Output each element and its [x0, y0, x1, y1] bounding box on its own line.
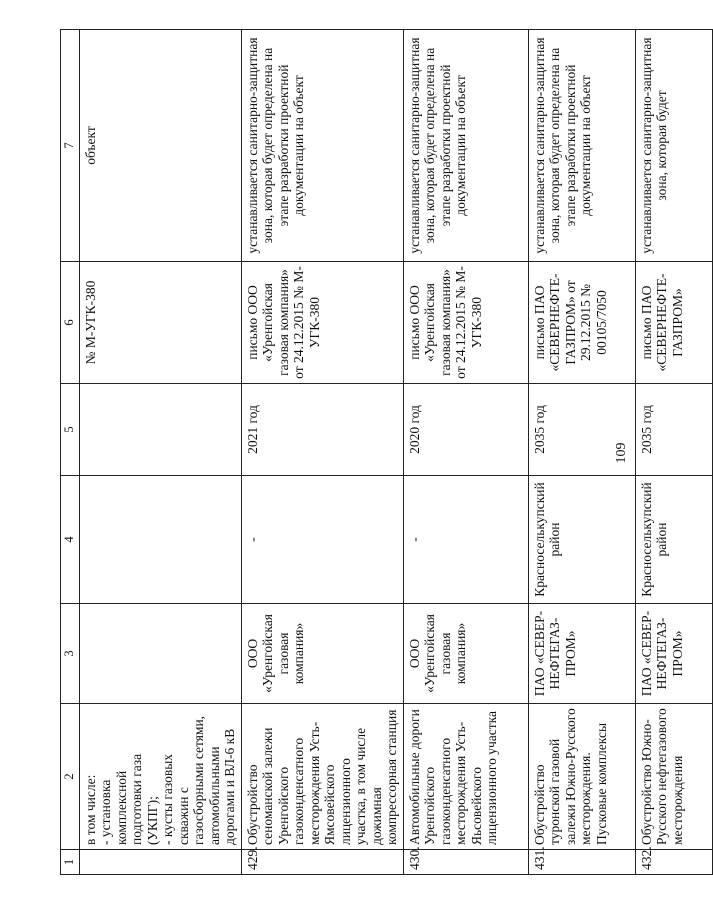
object-name: в том числе: - установка комплексной подготовки газа (УКПГ); - кусты газовых скважин с газосборными сетями, автомобильными дорогами и ВЛ-6 кВ: [79, 704, 241, 850]
objects-table: [60, 29, 713, 875]
table-row: [635, 30, 712, 875]
object-document: письмо ООО «Уренгойская газовая компания» от 24.12.2015 № М-УГК-380: [403, 262, 528, 384]
object-district: [79, 476, 241, 604]
object-owner: ООО «Уренгойская газовая компания»: [241, 604, 403, 704]
object-year: 2035 год: [635, 384, 712, 476]
object-status: устанавливается санитарно-защитная зона, которая будет: [635, 30, 712, 262]
header-cell: 1: [61, 850, 80, 875]
header-cell: 2: [61, 704, 80, 850]
object-year: 2035 год: [528, 384, 635, 476]
object-document: № М-УГК-380: [79, 262, 241, 384]
object-name: Обустройство туронской газовой залежи Южно-Русского месторождения. Пусковые комплексы: [528, 704, 635, 850]
object-name: Обустройство Южно-Русского нефтегазового месторождения: [635, 704, 712, 850]
row-number: 429.: [241, 850, 403, 875]
object-year: [79, 384, 241, 476]
row-number: 432.: [635, 850, 712, 875]
header-cell: 5: [61, 384, 80, 476]
object-district: -: [403, 476, 528, 604]
page-number: 109: [614, 442, 629, 464]
object-owner: [79, 604, 241, 704]
object-document: письмо ПАО «СЕВЕРНЕФТЕ-ГАЗПРОМ» от 29.12.2015 № 00105/7050: [528, 262, 635, 384]
header-cell: 4: [61, 476, 80, 604]
row-number: 430.: [403, 850, 528, 875]
object-name: Обустройство сеноманской залежи Уренгойского газоконденсатного месторождения Усть-Ямсовейского лицензионного участка, в том числе дожимная компрессорная станция: [241, 704, 403, 850]
header-cell: 7: [61, 30, 80, 262]
object-year: 2021 год: [241, 384, 403, 476]
table-row: [403, 30, 528, 875]
object-owner: ПАО «СЕВЕР-НЕФТЕГАЗ-ПРОМ»: [528, 604, 635, 704]
object-status: устанавливается санитарно-защитная зона, которая будет определена на этапе разработки проектной документации на объект: [241, 30, 403, 262]
row-number: 431.: [528, 850, 635, 875]
object-district: Красноселькупский район: [528, 476, 635, 604]
row-number: [79, 850, 241, 875]
object-document: письмо ООО «Уренгойская газовая компания» от 24.12.2015 № М-УГК-380: [241, 262, 403, 384]
object-status: устанавливается санитарно-защитная зона, которая будет определена на этапе разработки проектной документации на объект: [403, 30, 528, 262]
table-header-row: [61, 30, 80, 875]
header-cell: 6: [61, 262, 80, 384]
object-year: 2020 год: [403, 384, 528, 476]
object-district: -: [241, 476, 403, 604]
object-document: письмо ПАО «СЕВЕРНЕФТЕ-ГАЗПРОМ»: [635, 262, 712, 384]
object-status: объект: [79, 30, 241, 262]
object-owner: ООО «Уренгойская газовая компания»: [403, 604, 528, 704]
object-owner: ПАО «СЕВЕР-НЕФТЕГАЗ-ПРОМ»: [635, 604, 712, 704]
table-row: [241, 30, 403, 875]
object-status: устанавливается санитарно-защитная зона, которая будет определена на этапе разработки проектной документации на объект: [528, 30, 635, 262]
object-name: Автомобильные дороги Уренгойского газоконденсатного месторождения Усть-Яьсовейского лицензионного участка: [403, 704, 528, 850]
object-district: Красноселькупский район: [635, 476, 712, 604]
table-row: [79, 30, 241, 875]
table-row: [528, 30, 635, 875]
header-cell: 3: [61, 604, 80, 704]
